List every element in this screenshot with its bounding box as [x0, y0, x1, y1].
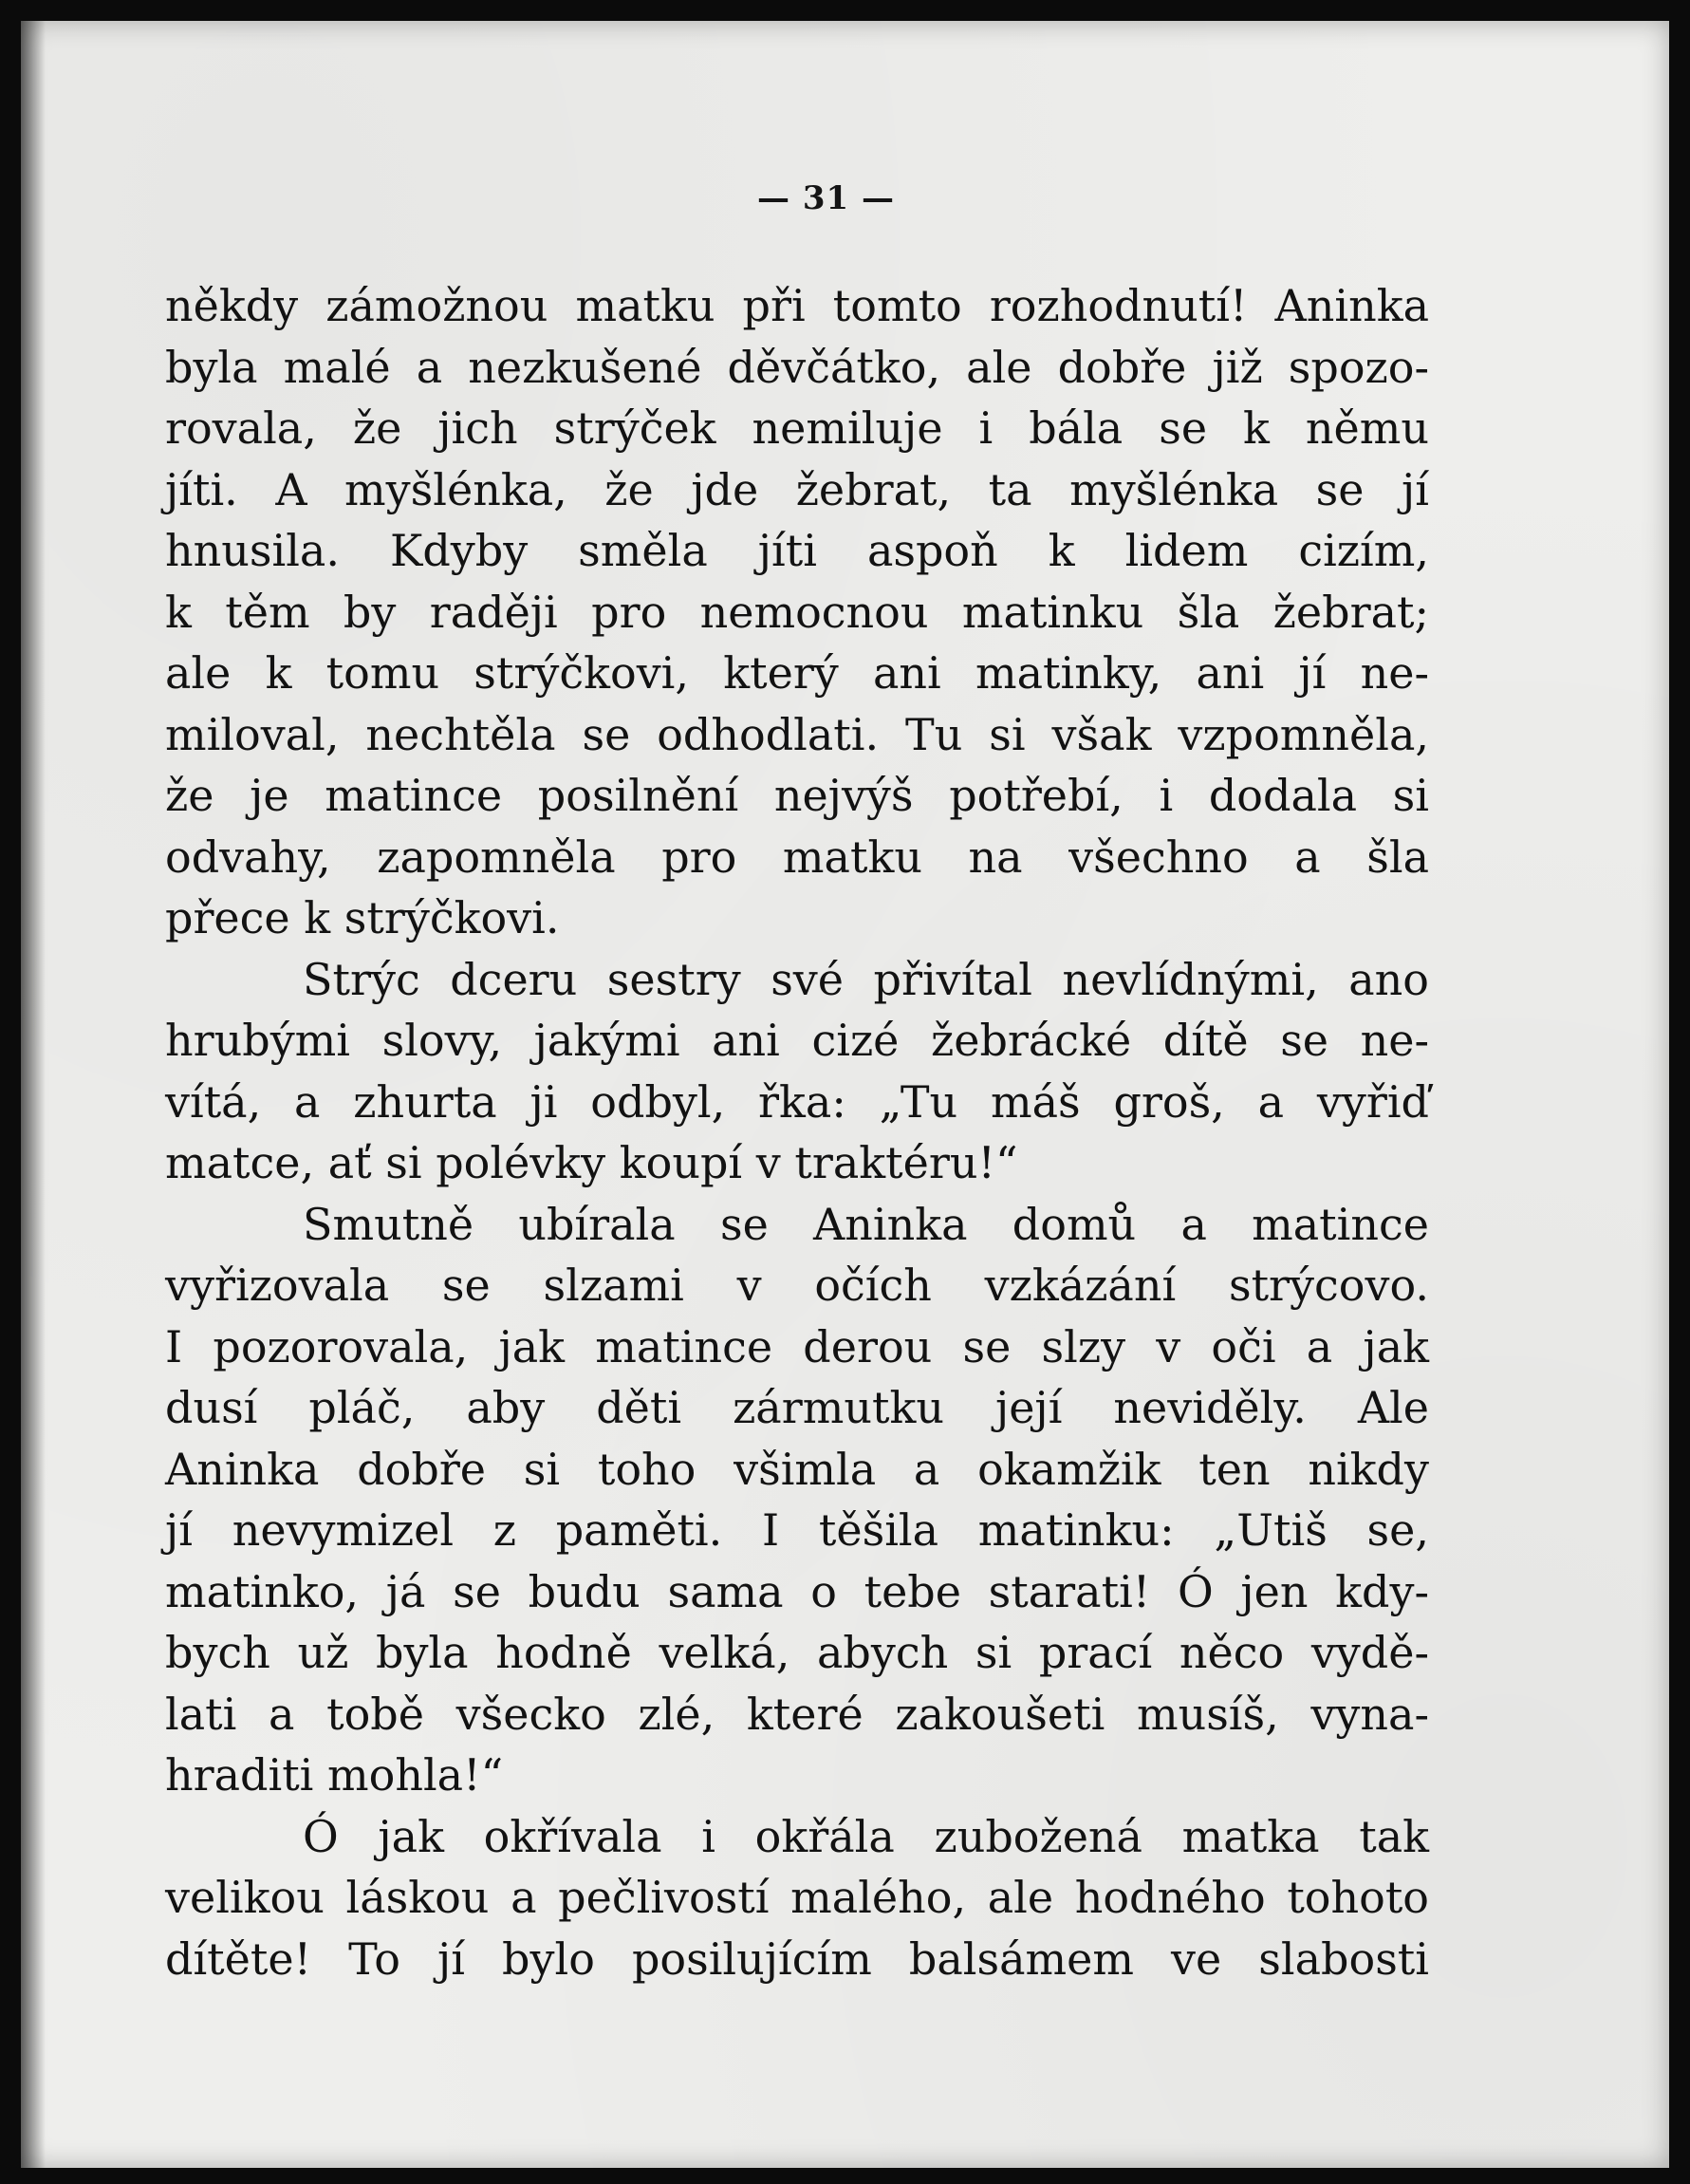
- text-line: bych už byla hodně velká, abych si prací něco vydě-: [165, 1627, 1429, 1678]
- text-line: rovala, že jich strýček nemiluje i bála se k němu: [165, 402, 1429, 454]
- text-line: jí nevymizel z paměti. I těšila matinku: „Utiš se,: [165, 1504, 1429, 1556]
- text-line: Aninka dobře si toho všimla a okamžik ten nikdy: [165, 1443, 1429, 1495]
- text-line: velikou láskou a pečlivostí malého, ale hodného tohoto: [165, 1872, 1429, 1923]
- text-line: matce, ať si polévky koupí v traktéru!“: [165, 1137, 1018, 1188]
- text-line: hrubými slovy, jakými ani cizé žebrácké dítě se ne-: [165, 1015, 1429, 1066]
- text-line: dítěte! To jí bylo posilujícím balsámem ve slabosti: [165, 1932, 1429, 1985]
- book-page: [21, 21, 1669, 2168]
- text-line: hraditi mohla!“: [165, 1749, 504, 1801]
- text-line: dusí pláč, aby děti zármutku její neviděly. Ale: [165, 1382, 1429, 1433]
- text-line: lati a tobě všecko zlé, které zakoušeti musíš, vyna-: [165, 1688, 1429, 1740]
- text-line: jíti. A myšlénka, že jde žebrat, ta myšlénka se jí: [165, 463, 1429, 515]
- text-line: I pozorovala, jak matince derou se slzy v oči a jak: [165, 1320, 1429, 1372]
- text-line: miloval, nechtěla se odhodlati. Tu si však vzpomněla,: [165, 708, 1429, 760]
- text-line: vyřizovala se slzami v očích vzkázání strýcovo.: [165, 1260, 1429, 1311]
- paragraph-start-line: Smutně ubírala se Aninka domů a matince: [303, 1198, 1429, 1250]
- text-line: vítá, a zhurta ji odbyl, řka: „Tu máš groš, a vyřiď: [165, 1075, 1429, 1128]
- text-line: přece k strýčkovi.: [165, 892, 560, 943]
- text-line: odvahy, zapomněla pro matku na všechno a šla: [165, 831, 1429, 883]
- page-number: — 31 —: [757, 179, 895, 217]
- page-edge-shadow: [21, 21, 46, 2168]
- paragraph-start-line: Strýc dceru sestry své přivítal nevlídnými, ano: [303, 953, 1429, 1005]
- text-line: že je matince posilnění nejvýš potřebí, i dodala si: [165, 770, 1429, 821]
- body-text: [165, 275, 1429, 1989]
- text-line: ale k tomu strýčkovi, který ani matinky, ani jí ne-: [165, 647, 1429, 699]
- text-line: k těm by raději pro nemocnou matinku šla žebrat;: [165, 586, 1429, 638]
- paragraph-start-line: Ó jak okřívala i okřála zubožená matka tak: [303, 1810, 1429, 1862]
- text-line: hnusila. Kdyby směla jíti aspoň k lidem cizím,: [165, 525, 1429, 576]
- text-line: matinko, já se budu sama o tebe starati! Ó jen kdy-: [165, 1565, 1429, 1617]
- text-line: někdy zámožnou matku při tomto rozhodnutí! Aninka: [165, 280, 1429, 331]
- text-line: byla malé a nezkušené děvčátko, ale dobře již spozo-: [165, 341, 1429, 393]
